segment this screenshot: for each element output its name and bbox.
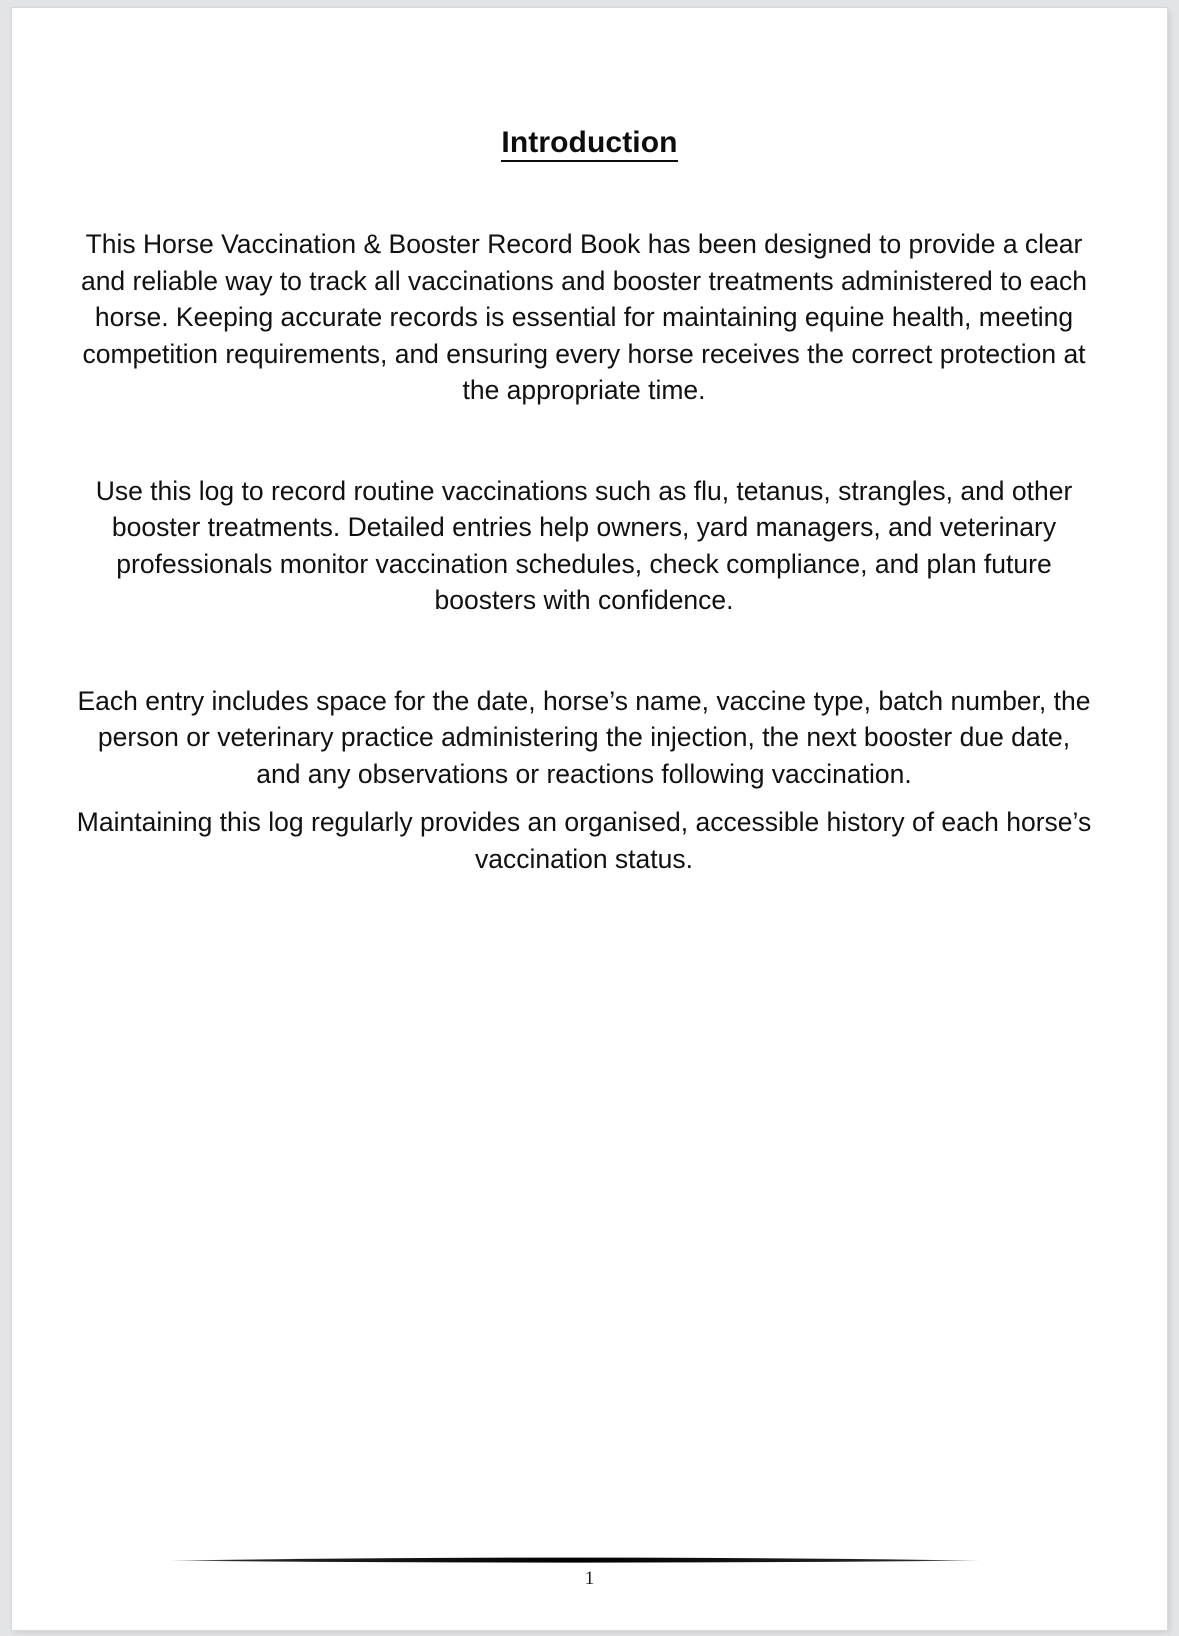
page-title-text: Introduction: [501, 126, 677, 162]
intro-paragraph-4: Maintaining this log regularly provides an organised, accessible history of each horse’s vaccination status.: [76, 807, 1092, 874]
footer-divider-icon: [169, 1552, 981, 1568]
intro-paragraph-2: Use this log to record routine vaccinations such as flu, tetanus, strangles, and other booster treatments. Detailed entries help owners, yard managers, and veterinary professionals monitor vaccination schedules, check compliance, and plan future boosters with confidence.: [95, 475, 1073, 615]
paragraph-spacer: [74, 619, 1094, 683]
paragraph-spacer: [74, 792, 1094, 804]
page-number: 1: [584, 1568, 595, 1589]
page-footer: [12, 1500, 1167, 1630]
page-title: [12, 126, 1167, 160]
intro-paragraph-3: Each entry includes space for the date, horse’s name, vaccine type, batch number, the person or veterinary practice administering the injection, the next booster due date, and any observations or reactions following vaccination.: [77, 685, 1091, 789]
intro-paragraph-1: This Horse Vaccination & Booster Record Book has been designed to provide a clear and reliable way to track all vaccinations and booster treatments administered to each horse. Keeping accurate records is essential for maintaining equine health, meeting competition requirements, and ensuring every horse receives the correct protection at the appropriate time.: [80, 229, 1088, 405]
paragraph-stack: [74, 226, 1094, 877]
paragraph-spacer: [74, 409, 1094, 473]
document-page: [12, 8, 1167, 1630]
